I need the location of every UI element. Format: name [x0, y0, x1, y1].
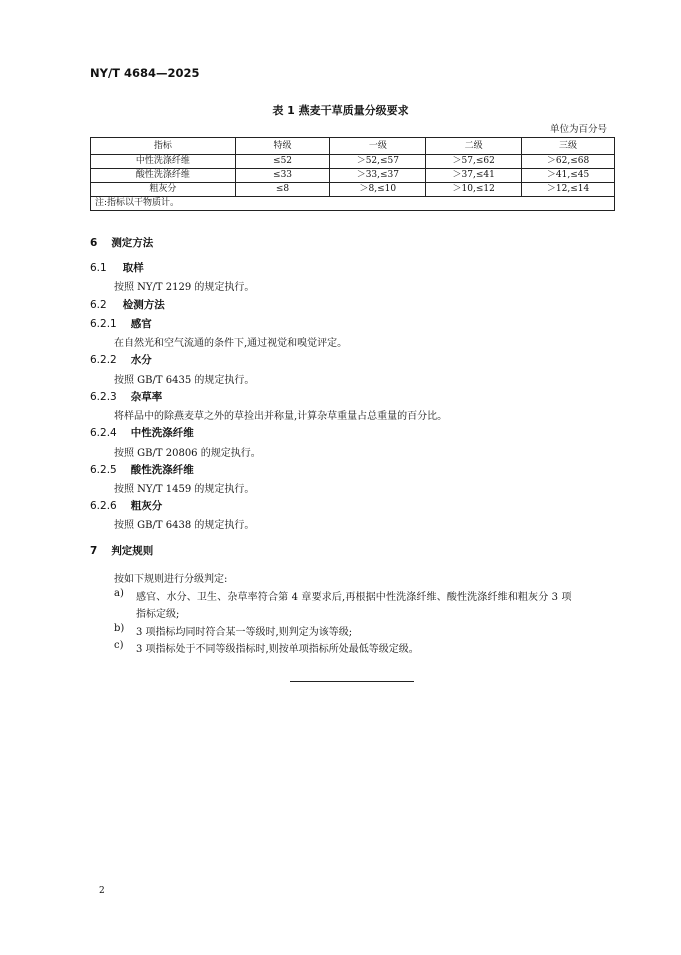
column-header: 三级 [522, 138, 615, 155]
section-title: 杂草率 [130, 391, 163, 403]
section-7-heading [90, 543, 153, 558]
section-number: 6.2.1 [90, 318, 117, 330]
table-row [91, 183, 615, 197]
section-number: 6.1 [90, 262, 107, 274]
section-6-2-1-heading [90, 316, 152, 331]
table-unit: 单位为百分号 [549, 124, 607, 135]
section-title: 中性洗涤纤维 [130, 427, 194, 439]
list-item-text-continued: 指标定级; [136, 609, 180, 620]
table-header-row [91, 138, 615, 155]
section-title: 检测方法 [122, 299, 165, 311]
section-number: 6.2 [90, 299, 107, 311]
table-cell: ≤52 [235, 155, 330, 169]
table-cell: ＞8,≤10 [330, 183, 426, 197]
table-cell: ＞41,≤45 [522, 169, 615, 183]
section-6-2-4-text: 按照 GB/T 20806 的规定执行。 [114, 448, 261, 459]
table-row [91, 169, 615, 183]
table-cell: 酸性洗涤纤维 [91, 169, 236, 183]
table-cell: ＞33,≤37 [330, 169, 426, 183]
table-cell: 粗灰分 [91, 183, 236, 197]
section-6-2-5-heading [90, 462, 194, 477]
table-cell: ＞57,≤62 [426, 155, 522, 169]
section-title: 水分 [130, 354, 152, 366]
section-6-2-5-text: 按照 NY/T 1459 的规定执行。 [114, 484, 255, 495]
list-item-text: 3 项指标均同时符合某一等级时,则判定为该等级; [136, 627, 353, 638]
section-number: 6.2.4 [90, 427, 117, 439]
table-cell: ＞37,≤41 [426, 169, 522, 183]
section-6-1-heading [90, 260, 144, 275]
section-number: 6.2.6 [90, 500, 117, 512]
section-7-intro: 按如下规则进行分级判定: [114, 574, 228, 585]
table-cell: ＞52,≤57 [330, 155, 426, 169]
column-header: 特级 [235, 138, 330, 155]
section-number: 6.2.3 [90, 391, 117, 403]
section-6-2-4-heading [90, 425, 194, 440]
list-item-marker: c) [114, 640, 124, 651]
section-6-2-1-text: 在自然光和空气流通的条件下,通过视觉和嗅觉评定。 [114, 338, 348, 349]
section-number: 6.2.5 [90, 464, 117, 476]
section-title: 酸性洗涤纤维 [130, 464, 194, 476]
section-title: 测定方法 [111, 237, 154, 249]
end-rule [290, 681, 414, 682]
section-6-2-6-text: 按照 GB/T 6438 的规定执行。 [114, 520, 255, 531]
section-title: 取样 [122, 262, 144, 274]
list-item-text: 3 项指标处于不同等级指标时,则按单项指标所处最低等级定级。 [136, 644, 419, 655]
section-number: 6.2.2 [90, 354, 117, 366]
column-header: 指标 [91, 138, 236, 155]
table-title: 表 1 燕麦干草质量分级要求 [272, 104, 409, 117]
grade-table [90, 137, 615, 211]
table-note: 注:指标以干物质计。 [91, 197, 615, 211]
section-6-2-6-heading [90, 498, 162, 513]
list-item-marker: b) [114, 623, 125, 634]
section-6-2-2-heading [90, 352, 152, 367]
section-6-2-3-heading [90, 389, 162, 404]
table-cell: 中性洗涤纤维 [91, 155, 236, 169]
table-row [91, 155, 615, 169]
list-item-text: 感官、水分、卫生、杂草率符合第 4 章要求后,再根据中性洗涤纤维、酸性洗涤纤维和粗灰分 3 项 [136, 592, 572, 603]
table-cell: ≤8 [235, 183, 330, 197]
section-title: 判定规则 [111, 545, 154, 557]
table-cell: ＞10,≤12 [426, 183, 522, 197]
table-cell: ＞62,≤68 [522, 155, 615, 169]
standard-number: NY/T 4684—2025 [90, 66, 200, 80]
section-title: 感官 [130, 318, 152, 330]
section-6-2-3-text: 将样品中的除燕麦草之外的草捡出并称量,计算杂草重量占总重量的百分比。 [114, 411, 448, 422]
section-title: 粗灰分 [130, 500, 163, 512]
table-cell: ≤33 [235, 169, 330, 183]
section-number: 7 [90, 545, 98, 557]
table-note-row [91, 197, 615, 211]
section-6-2-2-text: 按照 GB/T 6435 的规定执行。 [114, 375, 255, 386]
section-number: 6 [90, 237, 98, 249]
section-6-heading [90, 235, 153, 250]
list-item-marker: a) [114, 588, 124, 599]
page-number: 2 [99, 886, 105, 896]
section-6-2-heading [90, 297, 165, 312]
table-cell: ＞12,≤14 [522, 183, 615, 197]
column-header: 一级 [330, 138, 426, 155]
section-6-1-text: 按照 NY/T 2129 的规定执行。 [114, 282, 255, 293]
column-header: 二级 [426, 138, 522, 155]
